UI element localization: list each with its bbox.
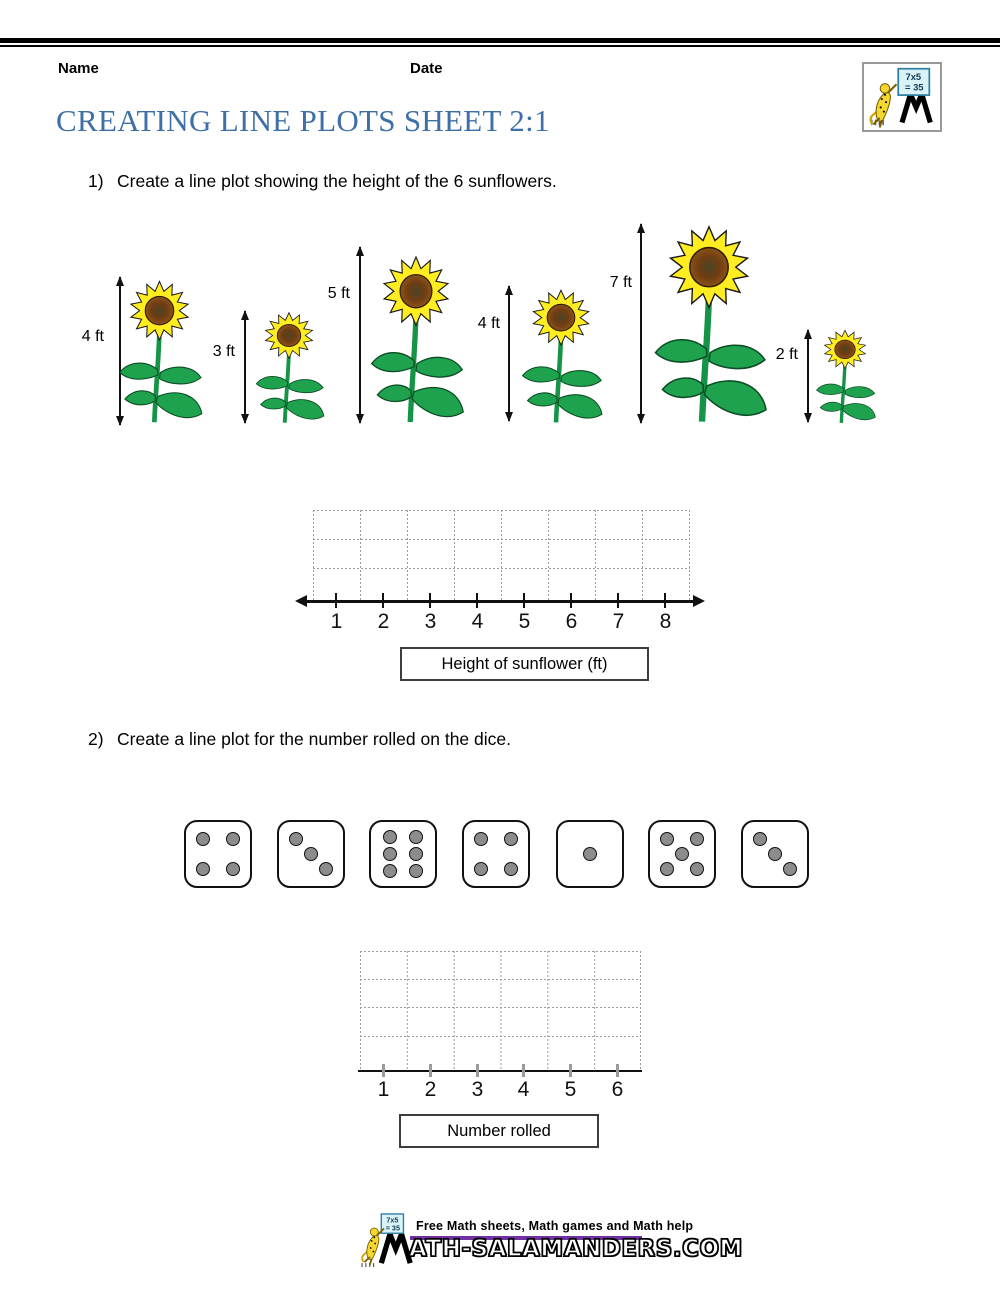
tick-label: 8 xyxy=(659,610,672,633)
die-pip xyxy=(409,864,423,878)
sunflower-height-label: 3 ft xyxy=(212,343,235,360)
tick-label: 5 xyxy=(518,610,531,633)
sunflower-height-label: 4 ft xyxy=(81,328,104,345)
axis-title-text: Number rolled xyxy=(447,1121,551,1140)
lineplot-grid-sunflowers xyxy=(313,510,691,602)
die-pip xyxy=(196,862,210,876)
die xyxy=(556,820,624,888)
die-pip xyxy=(319,862,333,876)
tick-label: 1 xyxy=(377,1078,390,1101)
axis-tick xyxy=(617,593,619,608)
die xyxy=(462,820,530,888)
question-1-number: 1) xyxy=(88,171,104,191)
axis-tick xyxy=(570,593,572,608)
arrowhead-right-icon xyxy=(693,595,705,607)
footer-tagline: Free Math sheets, Math games and Math help xyxy=(416,1219,694,1233)
question-2-prompt: Create a line plot for the number rolled on the dice. xyxy=(117,729,511,749)
axis-tick xyxy=(664,593,666,608)
question-1-prompt: Create a line plot showing the height of the 6 sunflowers. xyxy=(117,171,557,191)
footer-board-line1: 7x5 xyxy=(386,1215,399,1225)
die-pip xyxy=(753,832,767,846)
number-line-dice xyxy=(358,1070,642,1072)
axis-tick xyxy=(429,593,431,608)
die-pip xyxy=(783,862,797,876)
die xyxy=(277,820,345,888)
die-pip xyxy=(409,847,423,861)
die-pip xyxy=(383,847,397,861)
sunflower-height-label: 7 ft xyxy=(609,274,632,291)
top-rule-thin xyxy=(0,45,1000,47)
axis-tick xyxy=(382,1064,385,1077)
axis-tick xyxy=(335,593,337,608)
die-pip xyxy=(690,832,704,846)
die-pip xyxy=(660,832,674,846)
die-pip xyxy=(474,832,488,846)
question-1 xyxy=(88,171,557,192)
die-pip xyxy=(383,830,397,844)
sunflower-image xyxy=(811,328,879,424)
die-pip xyxy=(226,832,240,846)
die-pip xyxy=(474,862,488,876)
die xyxy=(741,820,809,888)
page-title: CREATING LINE PLOTS SHEET 2:1 xyxy=(56,103,550,138)
tick-label: 3 xyxy=(471,1078,484,1101)
question-2-number: 2) xyxy=(88,729,104,749)
axis-tick xyxy=(616,1064,619,1077)
die-pip xyxy=(226,862,240,876)
tick-label: 2 xyxy=(377,610,390,633)
axis-title-sunflowers xyxy=(400,647,649,681)
arrowhead-left-icon xyxy=(295,595,307,607)
sunflower-height-label: 4 ft xyxy=(477,315,500,332)
tick-label: 5 xyxy=(564,1078,577,1101)
lineplot-grid-dice xyxy=(360,951,642,1071)
question-2 xyxy=(88,729,511,750)
die-pip xyxy=(690,862,704,876)
tick-label: 6 xyxy=(611,1078,624,1101)
tick-label: 3 xyxy=(424,610,437,633)
die-pip xyxy=(675,847,689,861)
sunflower-image xyxy=(515,287,607,424)
sunflower-image xyxy=(645,222,773,424)
sunflower-height-label: 5 ft xyxy=(327,285,350,302)
measure-arrow xyxy=(244,311,246,423)
sunflower-image xyxy=(250,310,328,424)
die xyxy=(648,820,716,888)
measure-arrow xyxy=(359,247,361,423)
top-rule-thick xyxy=(0,38,1000,43)
axis-title-text: Height of sunflower (ft) xyxy=(441,654,608,673)
axis-tick xyxy=(476,593,478,608)
die-pip xyxy=(196,832,210,846)
salamander-easel-logo xyxy=(864,64,940,130)
measure-arrow xyxy=(807,330,809,422)
tick-label: 7 xyxy=(612,610,625,633)
tick-label: 2 xyxy=(424,1078,437,1101)
die-pip xyxy=(660,862,674,876)
die-pip xyxy=(289,832,303,846)
footer-board-line2: = 35 xyxy=(385,1223,400,1233)
number-line-sunflowers xyxy=(306,600,694,603)
tick-label: 1 xyxy=(330,610,343,633)
axis-title-dice xyxy=(399,1114,599,1148)
tick-label: 4 xyxy=(471,610,484,633)
logo-board-line2: = 35 xyxy=(904,81,924,93)
die-pip xyxy=(383,864,397,878)
die xyxy=(184,820,252,888)
date-label: Date xyxy=(410,60,443,77)
die xyxy=(369,820,437,888)
die-pip xyxy=(304,847,318,861)
die-pip xyxy=(583,847,597,861)
footer-wordmark: ATH-SALAMANDERS.COM xyxy=(409,1236,743,1262)
site-logo xyxy=(862,62,942,132)
die-pip xyxy=(409,830,423,844)
tick-label: 6 xyxy=(565,610,578,633)
die-pip xyxy=(504,862,518,876)
die-pip xyxy=(504,832,518,846)
axis-tick xyxy=(569,1064,572,1077)
die-pip xyxy=(768,847,782,861)
sunflower-image xyxy=(363,253,469,424)
axis-tick xyxy=(382,593,384,608)
logo-board-line1: 7x5 xyxy=(905,71,922,83)
measure-arrow xyxy=(640,224,642,423)
sunflower-height-label: 2 ft xyxy=(775,346,798,363)
axis-tick xyxy=(522,1064,525,1077)
axis-tick xyxy=(476,1064,479,1077)
axis-tick xyxy=(429,1064,432,1077)
axis-tick xyxy=(523,593,525,608)
measure-arrow xyxy=(508,286,510,421)
name-label: Name xyxy=(58,60,99,77)
tick-label: 4 xyxy=(517,1078,530,1101)
